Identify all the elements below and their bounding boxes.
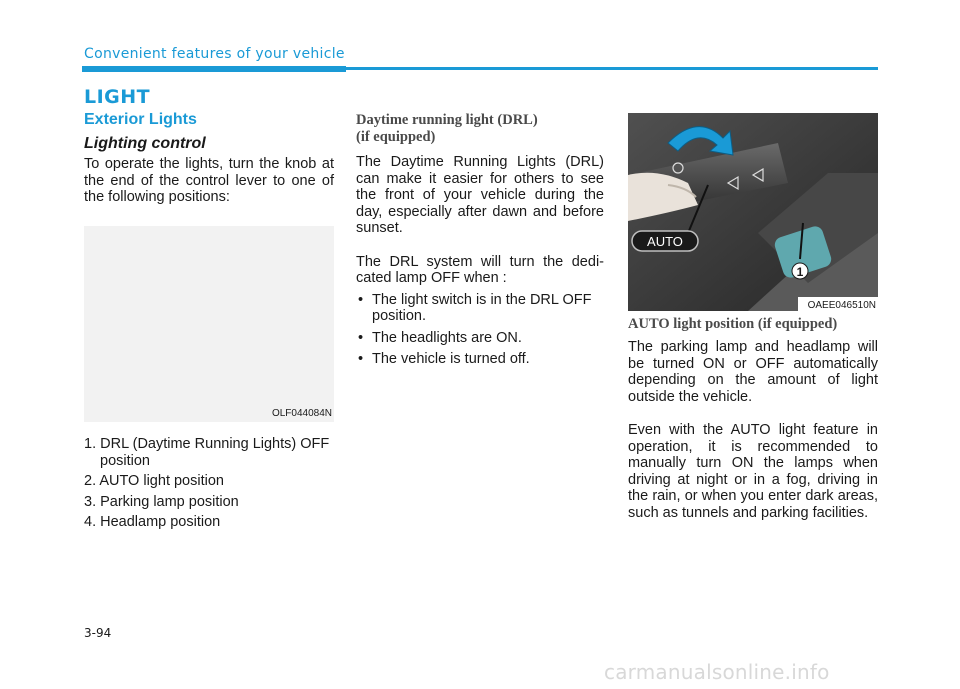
- positions-list: [84, 436, 334, 531]
- list-item: • The light switch is in the DRL OFF position.: [356, 292, 604, 325]
- header-title: Convenient features of your vehicle: [84, 46, 345, 62]
- page-number: 3-94: [84, 626, 112, 640]
- lighting-control-heading: Lighting control: [84, 135, 206, 152]
- list-item: 2. AUTO light position: [84, 473, 224, 489]
- header-bar: [82, 66, 346, 72]
- drl-paragraph-2: The DRL system will turn the dedi-cated lamp OFF when :: [356, 253, 604, 286]
- marker-number: 1: [796, 265, 804, 279]
- section-title: LIGHT: [84, 86, 151, 108]
- list-item: • The vehicle is turned off.: [356, 351, 604, 368]
- column-auto-light: [628, 316, 878, 521]
- exterior-lights-heading: Exterior Lights: [84, 111, 197, 128]
- figure-label: OAEE046510N: [807, 300, 876, 311]
- auto-light-figure: [628, 113, 878, 311]
- column-drl: [356, 112, 604, 368]
- list-item: 1. DRL (Daytime Running Lights) OFF position: [84, 436, 330, 469]
- auto-label: AUTO: [647, 234, 683, 249]
- list-item: 3. Parking lamp position: [84, 493, 239, 510]
- auto-light-heading: AUTO light position (if equipped): [628, 316, 838, 332]
- watermark: carmanualsonline.info: [604, 660, 830, 684]
- header-line: [346, 67, 878, 70]
- auto-light-paragraph-2: Even with the AUTO light feature in operation, it is recommended to manually turn ON the lamps when driving at night or in a fog, driving in the rain, or when you enter dark areas, such as tunnels and parking facilities.: [628, 422, 878, 521]
- drl-heading-line1: Daytime running light (DRL): [356, 112, 538, 128]
- auto-light-paragraph-1: The parking lamp and headlamp will be turned ON or OFF automatically depending on the amount of light outside the vehicle.: [628, 339, 878, 405]
- lighting-control-figure: [84, 226, 334, 422]
- positions-list-wrap: [84, 432, 334, 531]
- list-item: • The headlights are ON.: [356, 330, 604, 347]
- lighting-control-intro: To operate the lights, turn the knob at the end of the control lever to one of the following positions:: [84, 156, 334, 205]
- list-item: 4. Headlamp position: [84, 514, 221, 530]
- drl-heading-line2: (if equipped): [356, 129, 436, 145]
- drl-bullet-list: [356, 292, 604, 368]
- figure-label: OLF044084N: [271, 408, 332, 419]
- auto-light-illustration: [628, 113, 878, 311]
- drl-paragraph-1: The Daytime Running Lights (DRL) can make it easier for others to see the front of your vehicle during the day, especially after dawn and before sunset.: [356, 154, 604, 236]
